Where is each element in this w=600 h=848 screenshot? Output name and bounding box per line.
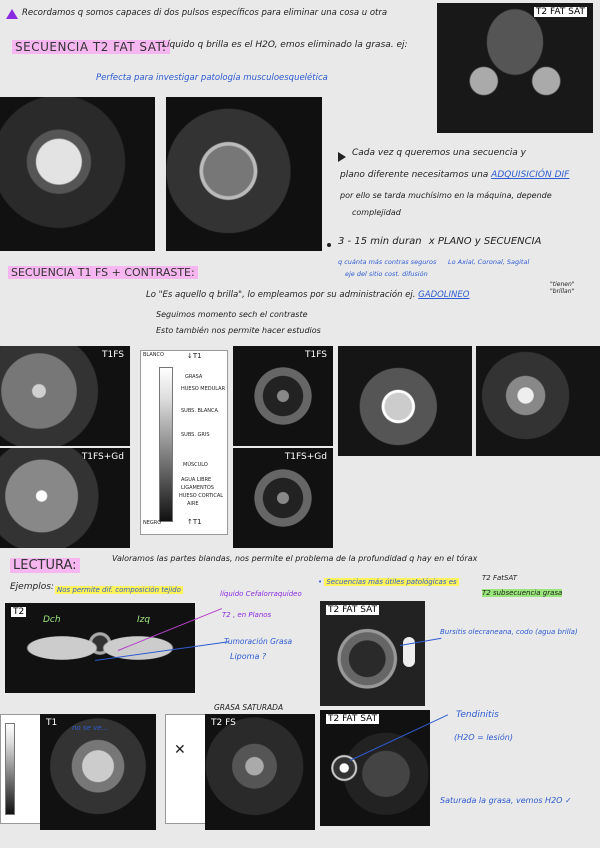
grasa-sat-note: GRASA SATURADA [214,703,284,712]
tumor-note: Tumoración Grasa [224,637,293,646]
planes-a: q cuánta más contras seguros [338,258,437,266]
image-label: T1FS+Gd [81,452,124,462]
h2o-note: (H2O = lesión) [454,733,513,742]
elbow-scan [320,601,425,706]
note-line-2 [340,170,569,180]
scale-t1-top [187,353,202,361]
tendinitis-note: Tendinitis [456,710,499,720]
image-label: T1FS+Gd [284,452,327,462]
liquido-note: líquido Cefalorraquídeo [220,590,302,598]
wrist-scan [320,710,430,826]
triangle-icon [6,9,18,19]
image-label: T1 [46,718,58,728]
bursitis-note: Bursitis olecraneana, codo (agua brilla) [440,628,578,636]
scale-t1-bottom [187,519,202,527]
arrow-up-icon: ↑ [187,518,193,526]
section-t1-line3: Esto también nos permite hacer estudios [156,326,321,335]
image-label: T2 FAT SAT [328,714,378,724]
note-line-4: complejidad [352,208,401,217]
bullet-b: x PLANO y SECUENCIA [428,236,542,247]
note-line-2-hl: ADQUISICIÓN DIF [491,170,570,180]
t2-planos-note: T2 , en Planos [222,611,272,619]
not-seen-note: no se ve... [72,724,109,732]
scale-item: MÚSCULO [183,462,208,468]
izq-label: Izq [137,615,151,625]
image-label: T1FS [305,350,327,360]
image-label: T2 FAT SAT [535,7,585,17]
scale-item: SUBS. GRIS [181,432,210,438]
lectura-desc: Valoramos las partes blandas, nos permite el problema de la profundidad q hay en el tórax [112,554,478,563]
planes-c: eje del sitio cost. difusión [345,270,428,278]
note-line-3: por ello se tarda muchísimo en la máquina, depende [340,191,552,200]
planes-b: Lo Axial, Coronal, Sagital [448,258,530,266]
gray-gradient-bar [159,367,173,522]
section-t1-line2: Seguimos momento sech el contraste [156,310,308,319]
lipoma-note: Lipoma ? [230,652,267,661]
t2sub-note: T2 subsecuencia grasa [482,589,563,597]
arrow-down-icon: ↓ [187,352,193,360]
scale-item: GRASA [185,374,203,380]
shoulder-arthro-scan-2 [476,346,600,456]
scale-item: HUESO MEDULAR [181,386,226,392]
image-label: T2 [13,607,25,617]
scale-item: LIGAMENTOS [181,485,214,491]
intro-note: Recordamos q somos capaces di dos pulsos específicos para eliminar una cosa u otra [22,8,388,18]
scale-mini-left [0,714,42,824]
shoulder-scan-left [0,97,155,251]
dch-label: Dch [43,615,61,625]
bullet-dot [327,243,331,247]
shoulder-arthro-scan-1 [338,346,472,456]
gray-gradient-bar [5,723,15,815]
intensity-scale [140,350,228,535]
bullet-a: 3 - 15 min duran [338,236,422,247]
bullet-line [338,236,541,247]
scale-item: SUBS. BLANCA [181,408,218,414]
section-t1-desc-text: Lo "Es aquello q brilla", lo empleamos por su administración ej. [146,290,416,300]
image-label: T2 FS [211,718,236,728]
scale-item: AIRE [187,501,199,507]
cross-icon: ✕ [174,742,186,758]
section-t1-quote: "tienen" "brillan" [550,281,575,295]
lectura-title: LECTURA: [10,558,80,573]
note-line-1: Cada vez q queremos una secuencia y [352,148,526,158]
shoulder-scan-t2fs [205,714,315,830]
example-1: Nos permite dif. composición tejido [57,586,181,594]
knee-scan-t1fs [233,346,333,446]
section-t2-desc: Líquido q brilla es el H2O, emos eliminado la grasa. ej: [162,40,408,50]
thigh-scan-t1fs [0,346,130,446]
section-t1-title: SECUENCIA T1 FS + CONTRASTE: [8,266,198,279]
scale-top: BLANCO [143,352,164,358]
section-t2-title: SECUENCIA T2 FAT SAT: [12,40,170,54]
section-t1-desc [146,290,596,300]
image-label: T2 FAT SAT [328,605,378,615]
scale-t1: T1 [192,352,202,360]
saturada-note: Saturada la grasa, vemos H2O ✓ [440,796,572,805]
spine-axial-scan [5,603,195,693]
example-2: • Secuencias más útiles patológicas es [318,578,457,586]
scale-t1-bottom-label: T1 [192,518,202,526]
knee-scan-t1fs-gd [233,448,333,548]
examples-label: Ejemplos: [10,582,54,592]
scale-item: HUESO CORTICAL [179,493,224,499]
scale-bottom: NEGRO [143,520,162,526]
gadolinio-label: GADOLINEO [418,290,470,300]
triangle-outline-icon [338,152,346,162]
image-label: T1FS [102,350,124,360]
section-t2-sub: Perfecta para investigar patología musculoesquelética [96,73,328,83]
shoulder-scan-right [166,97,322,251]
example-2-text: Secuencias más útiles patológicas es [326,578,457,586]
hip-mri-image [437,3,593,133]
t2fatsat-note: T2 FatSAT [482,574,518,582]
scale-item: AGUA LIBRE [181,477,212,483]
note-line-2-text: plano diferente necesitamos una [340,170,489,180]
thigh-scan-t1fs-gd [0,448,130,548]
scale-mini-right [165,714,207,824]
